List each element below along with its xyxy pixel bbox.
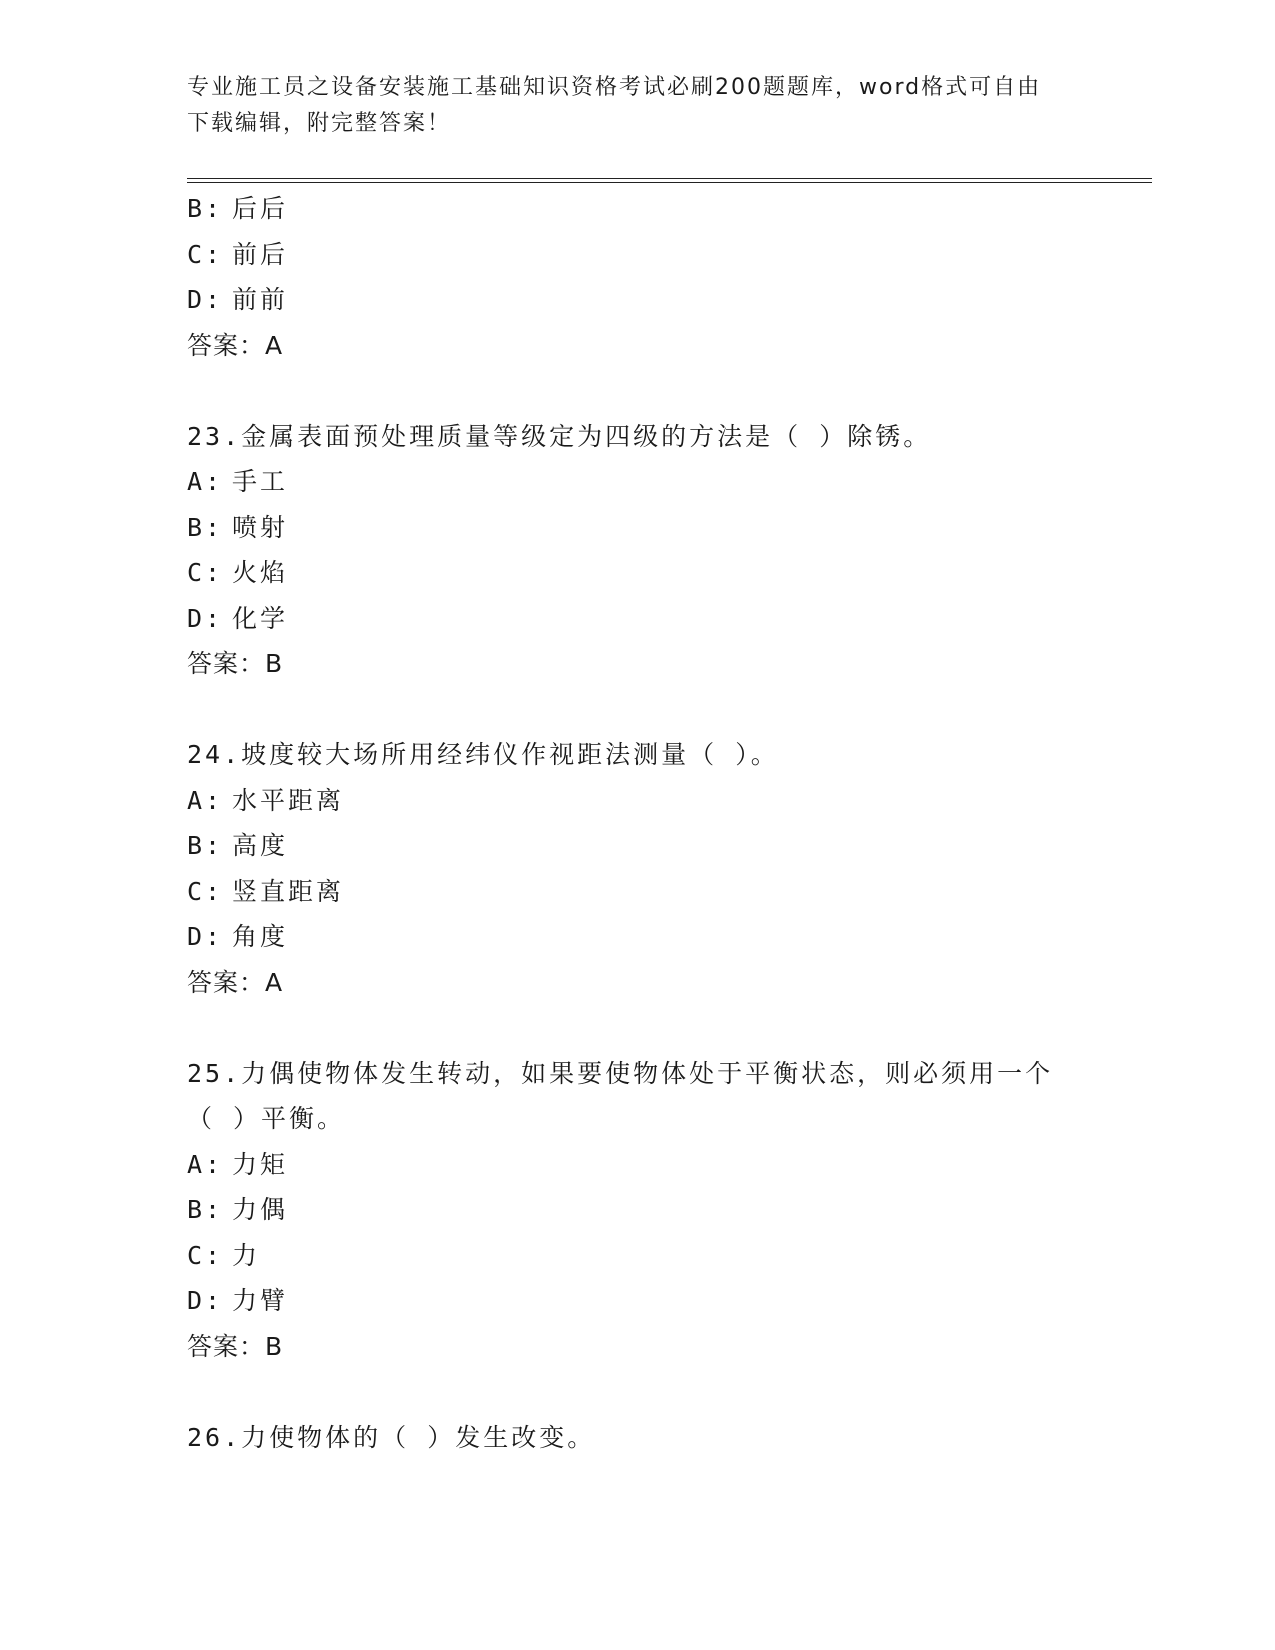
option-letter: B:: [187, 194, 224, 223]
option-letter: D:: [187, 603, 224, 633]
option-text: 火焰: [232, 558, 289, 587]
option-text: 手工: [232, 467, 289, 496]
option-letter: C:: [187, 1240, 224, 1270]
option-c: [187, 869, 1152, 915]
header-divider: [187, 178, 1152, 183]
option-text: 力臂: [232, 1286, 289, 1315]
option-letter: C:: [187, 876, 224, 906]
question-23: [187, 414, 1152, 687]
option-letter: D:: [187, 285, 224, 314]
option-c: [187, 550, 1152, 596]
spacer: [187, 1369, 1152, 1415]
document-header: [187, 70, 1087, 142]
question-text: 26.力使物体的（ ）发生改变。: [187, 1422, 596, 1452]
option-text: 角度: [232, 922, 289, 951]
option-c: [187, 232, 1152, 278]
question-text: 23.金属表面预处理质量等级定为四级的方法是（ ）除锈。: [187, 421, 932, 451]
question-text-line-2: （ ）平衡。: [187, 1104, 346, 1133]
option-text: 力: [232, 1240, 261, 1270]
option-d: [187, 1278, 1152, 1324]
spacer: [187, 687, 1152, 733]
option-letter: B:: [187, 1195, 224, 1224]
option-text: 前后: [232, 239, 289, 269]
answer-text: 答案：A: [187, 967, 284, 997]
option-letter: C:: [187, 558, 224, 587]
option-letter: D:: [187, 1286, 224, 1315]
question-22-continued: [187, 186, 1152, 368]
option-text: 竖直距离: [232, 876, 345, 906]
question-26: [187, 1415, 1152, 1461]
option-b: [187, 505, 1152, 551]
answer-text: 答案：B: [187, 1331, 284, 1361]
option-letter: C:: [187, 239, 224, 269]
option-text: 力矩: [232, 1149, 289, 1179]
option-d: [187, 914, 1152, 960]
spacer: [187, 1005, 1152, 1051]
option-d: [187, 596, 1152, 642]
header-title-line-1: 专业施工员之设备安装施工基础知识资格考试必刷200题题库，word格式可自由: [187, 75, 1042, 100]
question-text: 24.坡度较大场所用经纬仪作视距法测量（ ）。: [187, 740, 779, 769]
option-text: 力偶: [232, 1195, 289, 1224]
option-text: 水平距离: [232, 785, 345, 815]
question-text-line-1: 25.力偶使物体发生转动，如果要使物体处于平衡状态，则必须用一个: [187, 1058, 1054, 1088]
option-text: 前前: [232, 285, 289, 314]
answer-text: 答案：B: [187, 649, 284, 678]
option-a: [187, 459, 1152, 505]
option-letter: D:: [187, 922, 224, 951]
option-b: [187, 1187, 1152, 1233]
option-a: [187, 1142, 1152, 1188]
option-letter: A:: [187, 467, 224, 496]
option-text: 喷射: [232, 512, 289, 542]
header-title-line-2: 下载编辑，附完整答案！: [187, 111, 452, 136]
spacer: [187, 368, 1152, 414]
option-a: [187, 778, 1152, 824]
option-b: [187, 823, 1152, 869]
answer-text: 答案：A: [187, 330, 284, 360]
option-c: [187, 1233, 1152, 1279]
option-d: [187, 277, 1152, 323]
question-list: [187, 186, 1152, 1460]
option-letter: A:: [187, 1149, 224, 1179]
option-text: 高度: [232, 831, 289, 860]
option-letter: A:: [187, 785, 224, 815]
question-24: [187, 732, 1152, 1005]
option-letter: B:: [187, 512, 224, 542]
option-text: 后后: [232, 194, 289, 223]
option-text: 化学: [232, 603, 289, 633]
option-b: [187, 186, 1152, 232]
question-25: [187, 1051, 1152, 1370]
option-letter: B:: [187, 831, 224, 860]
